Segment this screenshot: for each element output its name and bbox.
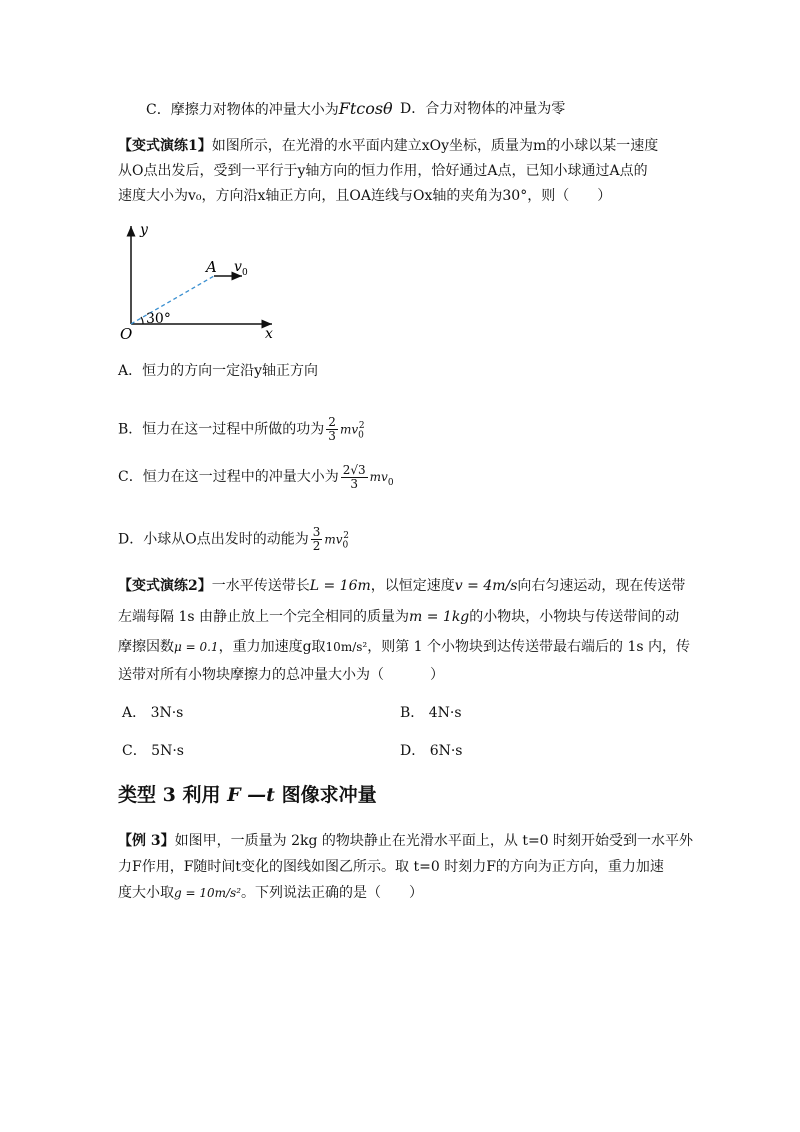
x-label: x <box>265 326 273 342</box>
exercise1-tag: 【变式演练1】 <box>118 138 212 154</box>
exercise2-line2: 左端每隔 1s 由静止放上一个完全相同的质量为m = 1kg的小物块，小物块与传送带间的动 <box>118 609 680 625</box>
exercise2-line1: 【变式演练2】一水平传送带长L = 16m，以恒定速度v = 4m/s向右匀速运动，现在传送带 <box>118 578 686 594</box>
velocity-label: v <box>234 259 242 275</box>
exercise2-line3: 摩擦因数μ = 0.1，重力加速度g取10m/s²，则第 1 个小物块到达传送带最右端后的 1s 内，传 <box>118 639 691 655</box>
y-label: y <box>140 222 148 238</box>
example3-line3: 度大小取g = 10m/s²。下列说法正确的是（ ） <box>118 885 424 901</box>
angle-label: 30° <box>146 311 171 327</box>
prev-option-d: D．合力对物体的冲量为零 <box>400 101 566 117</box>
prev-option-c: C．摩擦力对物体的冲量大小为Ftcosθ <box>146 99 393 118</box>
point-a-label: A <box>206 258 217 276</box>
exercise2-option-b: B． 4N·s <box>400 705 462 721</box>
exercise1-option-b: B．恒力在这一过程中所做的功为 $\frac{2}{3}$ $mv_0^2$ <box>118 415 365 444</box>
fraction: $\frac{2}{3}$ <box>328 415 336 444</box>
oa-dashed-line <box>131 276 214 324</box>
exercise1-option-c: C．恒力在这一过程中的冲量大小为 $\frac{2√3}{3}$ $mv_0$ <box>118 462 394 491</box>
exercise1-line1: 【变式演练1】如图所示，在光滑的水平面内建立xOy坐标，质量为m的小球以某一速度 <box>118 138 659 154</box>
exercise1-option-d: D．小球从O点出发时的动能为 $\frac{3}{2}$ $mv_0^2$ <box>118 525 349 554</box>
section-heading: 类型 3 利用 F —t 图像求冲量 <box>118 784 377 806</box>
coordinate-figure <box>110 220 290 345</box>
origin-label: O <box>120 325 133 343</box>
exercise1-line2: 从O点出发后，受到一平行于y轴方向的恒力作用，恰好通过A点，已知小球通过A点的 <box>118 163 648 179</box>
example3-tag: 【例 3】 <box>118 833 175 849</box>
exercise1-option-a: A．恒力的方向一定沿y轴正方向 <box>118 363 319 379</box>
exercise2-option-a: A． 3N·s <box>122 705 184 721</box>
exercise2-option-d: D． 6N·s <box>400 743 463 759</box>
exercise2-line4: 送带对所有小物块摩擦力的总冲量大小为（ ） <box>118 667 444 683</box>
exercise1-line3: 速度大小为v₀，方向沿x轴正方向，且OA连线与Ox轴的夹角为30°，则（ ） <box>118 188 612 204</box>
velocity-sub: 0 <box>242 268 248 278</box>
exercise2-option-c: C． 5N·s <box>122 743 184 759</box>
example3-line2: 力F作用，F随时间t变化的图线如图乙所示。取 t=0 时刻力F的方向为正方向，重力加速 <box>118 859 664 875</box>
fraction: $\frac{2√3}{3}$ <box>342 462 366 491</box>
angle-arc <box>141 317 143 324</box>
fraction: $\frac{3}{2}$ <box>312 525 321 554</box>
example3-line1: 【例 3】如图甲，一质量为 2kg 的物块静止在光滑水平面上，从 t=0 时刻开始受到一水平外 <box>118 833 694 849</box>
exercise2-tag: 【变式演练2】 <box>118 578 212 594</box>
